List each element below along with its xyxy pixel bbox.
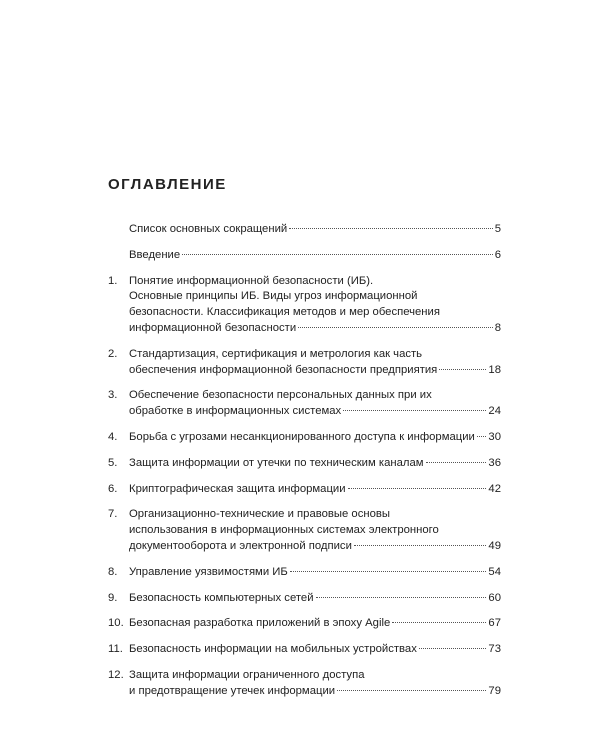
toc-title: ОГЛАВЛЕНИЕ [108, 176, 227, 193]
toc-entry-title-line: Безопасная разработка приложений в эпоху Agile [129, 617, 391, 630]
toc-page-number: 60 [488, 591, 501, 604]
toc-entry-title-line: Защита информации ограниченного доступа [129, 668, 365, 681]
toc-page-number: 79 [488, 684, 501, 697]
toc-entry[interactable] [108, 430, 501, 446]
toc-entry-number: 7. [108, 508, 118, 521]
dot-leader [392, 622, 486, 623]
toc-page-number: 18 [488, 363, 501, 376]
toc-entry-number: 1. [108, 274, 118, 287]
toc-entry-title-line: использования в информационных системах электронного [129, 524, 439, 537]
toc-entry-number [108, 222, 129, 238]
toc-entry-title-line: и предотвращение утечек информации [129, 684, 336, 697]
toc-entry-title-line: Введение [129, 248, 181, 261]
toc-entry-title-line: Борьба с угрозами несанкционированного доступа к информации [129, 430, 475, 443]
dot-leader [298, 327, 493, 328]
toc-entry[interactable] [108, 482, 501, 498]
toc-entry-title-line: Управление уязвимостями ИБ [129, 565, 288, 578]
dot-leader [426, 462, 487, 463]
dot-leader [182, 254, 493, 255]
toc-entry[interactable] [108, 565, 501, 581]
toc-entry-number: 10. [108, 617, 124, 630]
toc-entry-title-line: Стандартизация, сертификация и метрология как часть [129, 347, 423, 360]
toc-page-number: 67 [488, 617, 501, 630]
toc-entry-number: 3. [108, 389, 118, 402]
toc-page-number: 8 [494, 321, 501, 334]
toc-entry-number: 11. [108, 643, 123, 656]
toc-entry-number: 2. [108, 347, 118, 360]
toc-entry[interactable] [108, 456, 501, 472]
toc-entry[interactable] [108, 248, 501, 264]
toc-page-number: 24 [488, 405, 501, 418]
toc-entry-title-line: обработке в информационных системах [129, 405, 342, 418]
dot-leader [439, 369, 486, 370]
dot-leader [354, 545, 487, 546]
toc-entry-number: 8. [108, 565, 118, 578]
dot-leader [337, 690, 486, 691]
dot-leader [290, 571, 487, 572]
toc-entry-title-line: Список основных сокращений [129, 223, 288, 235]
toc-entry[interactable] [108, 668, 501, 700]
toc-page-number: 73 [488, 643, 501, 656]
toc-entry-number: 4. [108, 430, 118, 443]
dot-leader [477, 436, 487, 437]
toc-entry[interactable] [108, 616, 501, 632]
toc-entry-number: 5. [108, 456, 118, 469]
toc-page-number: 42 [488, 482, 501, 495]
toc-entry[interactable] [108, 347, 501, 379]
dot-leader [289, 228, 493, 229]
toc-page-number: 5 [494, 223, 501, 235]
toc-entry-title-line: документооборота и электронной подписи [129, 539, 352, 552]
toc-entry[interactable] [108, 507, 501, 554]
toc-entry-title-line: Организационно-технические и правовые основы [129, 508, 390, 521]
toc-entry-title-line: обеспечения информационной безопасности предприятия [129, 363, 438, 376]
toc-entry-title-line: безопасности. Классификация методов и мер обеспечения [129, 306, 440, 319]
dot-leader [348, 488, 487, 489]
toc-entry-title-line: Защита информации от утечки по техническим каналам [129, 456, 424, 469]
toc-entry-number: 9. [108, 591, 118, 604]
toc-entry[interactable] [108, 388, 501, 420]
toc-list [108, 222, 501, 700]
toc-entry-title-line: Криптографическая защита информации [129, 482, 346, 495]
toc-entry-title-line: Обеспечение безопасности персональных данных при их [129, 389, 432, 402]
toc-entry-title-line: Понятие информационной безопасности (ИБ). [129, 274, 374, 287]
toc-entry[interactable] [108, 591, 501, 607]
toc-entry[interactable] [108, 642, 501, 658]
toc-page-number: 54 [488, 565, 501, 578]
toc-page-number: 6 [494, 248, 501, 261]
toc-entry-title-line: информационной безопасности [129, 321, 297, 334]
toc-page-number: 30 [488, 430, 501, 443]
toc-entry-number: 12. [108, 668, 124, 681]
toc-entry-number: 6. [108, 482, 118, 495]
dot-leader [343, 410, 486, 411]
dot-leader [419, 648, 487, 649]
toc-entry-title-line: Безопасность компьютерных сетей [129, 591, 314, 604]
toc-entry-number [108, 248, 129, 264]
toc-entry-title-line: Безопасность информации на мобильных устройствах [129, 643, 417, 656]
toc-page-number: 49 [488, 539, 501, 552]
dot-leader [316, 597, 487, 598]
toc-entry-title-line: Основные принципы ИБ. Виды угроз информационной [129, 290, 418, 303]
toc-entry[interactable] [108, 274, 501, 337]
toc-entry[interactable] [108, 222, 501, 238]
toc-page-number: 36 [488, 456, 501, 469]
